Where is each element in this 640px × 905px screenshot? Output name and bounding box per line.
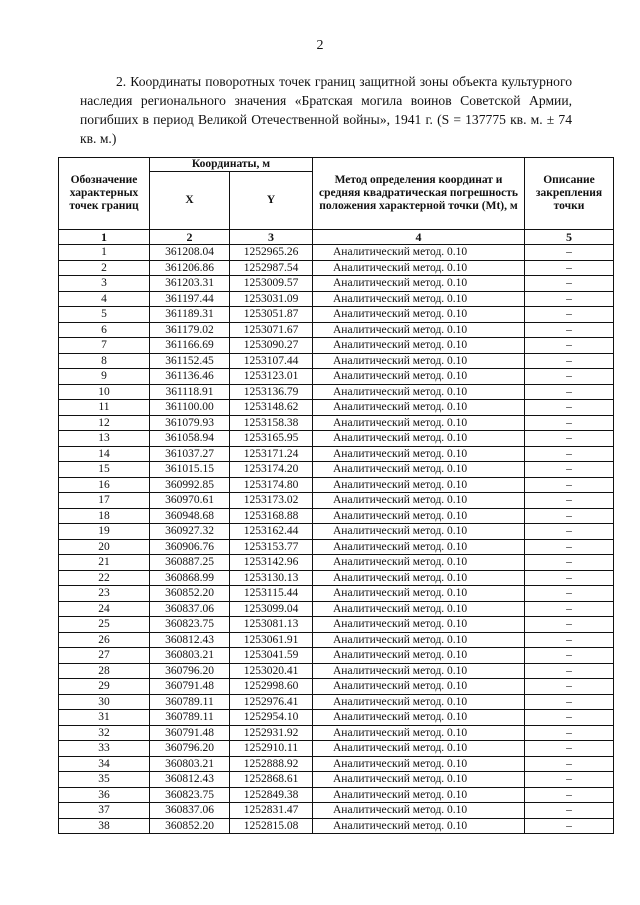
- x-coordinate-cell: 361152.45: [150, 353, 230, 369]
- table-row: [59, 369, 614, 385]
- y-coordinate-cell: 1253041.59: [230, 648, 313, 664]
- table-row: [59, 524, 614, 540]
- y-coordinate-cell: 1253123.01: [230, 369, 313, 385]
- y-coordinate-cell: 1253099.04: [230, 601, 313, 617]
- y-coordinate-cell: 1253174.80: [230, 477, 313, 493]
- y-coordinate-cell: 1252831.47: [230, 803, 313, 819]
- x-coordinate-cell: 361015.15: [150, 462, 230, 478]
- description-cell: –: [525, 508, 614, 524]
- x-coordinate-cell: 360791.48: [150, 725, 230, 741]
- y-coordinate-cell: 1252987.54: [230, 260, 313, 276]
- x-coordinate-cell: 360812.43: [150, 772, 230, 788]
- x-coordinate-cell: 360927.32: [150, 524, 230, 540]
- point-number-cell: 23: [59, 586, 150, 602]
- point-number-cell: 9: [59, 369, 150, 385]
- y-coordinate-cell: 1253051.87: [230, 307, 313, 323]
- point-number-cell: 27: [59, 648, 150, 664]
- point-number-cell: 11: [59, 400, 150, 416]
- method-cell: Аналитический метод. 0.10: [313, 803, 525, 819]
- description-cell: –: [525, 679, 614, 695]
- table-row: [59, 493, 614, 509]
- x-coordinate-cell: 360803.21: [150, 756, 230, 772]
- description-cell: –: [525, 648, 614, 664]
- point-number-cell: 33: [59, 741, 150, 757]
- table-row: [59, 570, 614, 586]
- x-coordinate-cell: 360812.43: [150, 632, 230, 648]
- point-number-cell: 1: [59, 245, 150, 261]
- method-cell: Аналитический метод. 0.10: [313, 260, 525, 276]
- description-cell: –: [525, 245, 614, 261]
- description-cell: –: [525, 632, 614, 648]
- section-heading: 2. Координаты поворотных точек границ защитной зоны объекта культурного наследия регионального значения «Братская могила воинов Советской Армии, погибших в период Великой Отечественной войны», 1941 г. (S = 137775 кв. м. ± 74 кв. м.): [80, 74, 572, 146]
- table-row: [59, 617, 614, 633]
- page-number: 2: [316, 38, 324, 53]
- table-row: [59, 694, 614, 710]
- description-cell: –: [525, 601, 614, 617]
- point-number-cell: 13: [59, 431, 150, 447]
- method-cell: Аналитический метод. 0.10: [313, 462, 525, 478]
- description-cell: –: [525, 322, 614, 338]
- point-number-cell: 14: [59, 446, 150, 462]
- column-number-row: [59, 230, 614, 245]
- x-coordinate-cell: 360823.75: [150, 617, 230, 633]
- y-coordinate-cell: 1252868.61: [230, 772, 313, 788]
- header-coordinates: Координаты, м: [150, 158, 313, 172]
- x-coordinate-cell: 360852.20: [150, 586, 230, 602]
- table-row: [59, 632, 614, 648]
- table-row: [59, 462, 614, 478]
- description-cell: –: [525, 617, 614, 633]
- y-coordinate-cell: 1252849.38: [230, 787, 313, 803]
- y-coordinate-cell: 1253090.27: [230, 338, 313, 354]
- table-row: [59, 400, 614, 416]
- method-cell: Аналитический метод. 0.10: [313, 431, 525, 447]
- y-coordinate-cell: 1252888.92: [230, 756, 313, 772]
- point-number-cell: 12: [59, 415, 150, 431]
- x-coordinate-cell: 360796.20: [150, 741, 230, 757]
- description-cell: –: [525, 400, 614, 416]
- method-cell: Аналитический метод. 0.10: [313, 415, 525, 431]
- x-coordinate-cell: 360789.11: [150, 694, 230, 710]
- table-row: [59, 477, 614, 493]
- description-cell: –: [525, 524, 614, 540]
- header-method: Метод определения координат и средняя квадратическая погрешность положения характерной точки (Mt), м: [313, 158, 525, 230]
- column-number: 3: [230, 230, 313, 245]
- table-row: [59, 415, 614, 431]
- table-row: [59, 772, 614, 788]
- point-number-cell: 4: [59, 291, 150, 307]
- point-number-cell: 3: [59, 276, 150, 292]
- point-number-cell: 34: [59, 756, 150, 772]
- table-row: [59, 245, 614, 261]
- table-row: [59, 276, 614, 292]
- y-coordinate-cell: 1253061.91: [230, 632, 313, 648]
- table-row: [59, 818, 614, 834]
- method-cell: Аналитический метод. 0.10: [313, 245, 525, 261]
- method-cell: Аналитический метод. 0.10: [313, 694, 525, 710]
- point-number-cell: 28: [59, 663, 150, 679]
- y-coordinate-cell: 1252815.08: [230, 818, 313, 834]
- x-coordinate-cell: 361197.44: [150, 291, 230, 307]
- table-row: [59, 539, 614, 555]
- description-cell: –: [525, 756, 614, 772]
- description-cell: –: [525, 555, 614, 571]
- y-coordinate-cell: 1252976.41: [230, 694, 313, 710]
- table-row: [59, 648, 614, 664]
- y-coordinate-cell: 1253081.13: [230, 617, 313, 633]
- method-cell: Аналитический метод. 0.10: [313, 477, 525, 493]
- description-cell: –: [525, 694, 614, 710]
- point-number-cell: 38: [59, 818, 150, 834]
- method-cell: Аналитический метод. 0.10: [313, 307, 525, 323]
- point-number-cell: 19: [59, 524, 150, 540]
- column-number: 1: [59, 230, 150, 245]
- table-row: [59, 555, 614, 571]
- point-number-cell: 7: [59, 338, 150, 354]
- table-row: [59, 260, 614, 276]
- point-number-cell: 20: [59, 539, 150, 555]
- table-row: [59, 756, 614, 772]
- point-number-cell: 21: [59, 555, 150, 571]
- method-cell: Аналитический метод. 0.10: [313, 400, 525, 416]
- point-number-cell: 10: [59, 384, 150, 400]
- description-cell: –: [525, 741, 614, 757]
- y-coordinate-cell: 1253148.62: [230, 400, 313, 416]
- description-cell: –: [525, 384, 614, 400]
- description-cell: –: [525, 725, 614, 741]
- column-number: 2: [150, 230, 230, 245]
- point-number-cell: 8: [59, 353, 150, 369]
- table-row: [59, 663, 614, 679]
- method-cell: Аналитический метод. 0.10: [313, 508, 525, 524]
- point-number-cell: 16: [59, 477, 150, 493]
- y-coordinate-cell: 1253020.41: [230, 663, 313, 679]
- description-cell: –: [525, 431, 614, 447]
- method-cell: Аналитический метод. 0.10: [313, 648, 525, 664]
- description-cell: –: [525, 338, 614, 354]
- method-cell: Аналитический метод. 0.10: [313, 725, 525, 741]
- x-coordinate-cell: 360823.75: [150, 787, 230, 803]
- table-row: [59, 710, 614, 726]
- point-number-cell: 17: [59, 493, 150, 509]
- point-number-cell: 18: [59, 508, 150, 524]
- y-coordinate-cell: 1253142.96: [230, 555, 313, 571]
- point-number-cell: 31: [59, 710, 150, 726]
- table-row: [59, 586, 614, 602]
- x-coordinate-cell: 360906.76: [150, 539, 230, 555]
- method-cell: Аналитический метод. 0.10: [313, 679, 525, 695]
- point-number-cell: 25: [59, 617, 150, 633]
- x-coordinate-cell: 361058.94: [150, 431, 230, 447]
- table-row: [59, 338, 614, 354]
- x-coordinate-cell: 361203.31: [150, 276, 230, 292]
- table-row: [59, 741, 614, 757]
- table-header: [59, 158, 614, 245]
- description-cell: –: [525, 462, 614, 478]
- y-coordinate-cell: 1253165.95: [230, 431, 313, 447]
- method-cell: Аналитический метод. 0.10: [313, 601, 525, 617]
- x-coordinate-cell: 360796.20: [150, 663, 230, 679]
- x-coordinate-cell: 361206.86: [150, 260, 230, 276]
- description-cell: –: [525, 787, 614, 803]
- y-coordinate-cell: 1252965.26: [230, 245, 313, 261]
- method-cell: Аналитический метод. 0.10: [313, 756, 525, 772]
- table-row: [59, 431, 614, 447]
- y-coordinate-cell: 1253009.57: [230, 276, 313, 292]
- method-cell: Аналитический метод. 0.10: [313, 772, 525, 788]
- x-coordinate-cell: 360970.61: [150, 493, 230, 509]
- point-number-cell: 22: [59, 570, 150, 586]
- table-row: [59, 446, 614, 462]
- description-cell: –: [525, 446, 614, 462]
- point-number-cell: 30: [59, 694, 150, 710]
- description-cell: –: [525, 772, 614, 788]
- description-cell: –: [525, 276, 614, 292]
- coordinates-table: [58, 157, 614, 834]
- table-row: [59, 679, 614, 695]
- x-coordinate-cell: 361118.91: [150, 384, 230, 400]
- description-cell: –: [525, 818, 614, 834]
- column-number: 5: [525, 230, 614, 245]
- method-cell: Аналитический метод. 0.10: [313, 632, 525, 648]
- method-cell: Аналитический метод. 0.10: [313, 617, 525, 633]
- method-cell: Аналитический метод. 0.10: [313, 586, 525, 602]
- x-coordinate-cell: 360992.85: [150, 477, 230, 493]
- y-coordinate-cell: 1252910.11: [230, 741, 313, 757]
- y-coordinate-cell: 1253136.79: [230, 384, 313, 400]
- y-coordinate-cell: 1252931.92: [230, 725, 313, 741]
- point-number-cell: 15: [59, 462, 150, 478]
- point-number-cell: 36: [59, 787, 150, 803]
- table-row: [59, 787, 614, 803]
- description-cell: –: [525, 710, 614, 726]
- x-coordinate-cell: 361079.93: [150, 415, 230, 431]
- description-cell: –: [525, 539, 614, 555]
- method-cell: Аналитический метод. 0.10: [313, 710, 525, 726]
- x-coordinate-cell: 361166.69: [150, 338, 230, 354]
- table-row: [59, 322, 614, 338]
- y-coordinate-cell: 1253031.09: [230, 291, 313, 307]
- x-coordinate-cell: 360789.11: [150, 710, 230, 726]
- method-cell: Аналитический метод. 0.10: [313, 818, 525, 834]
- y-coordinate-cell: 1253153.77: [230, 539, 313, 555]
- description-cell: –: [525, 307, 614, 323]
- description-cell: –: [525, 477, 614, 493]
- method-cell: Аналитический метод. 0.10: [313, 493, 525, 509]
- table-row: [59, 508, 614, 524]
- y-coordinate-cell: 1252998.60: [230, 679, 313, 695]
- point-number-cell: 32: [59, 725, 150, 741]
- x-coordinate-cell: 360837.06: [150, 601, 230, 617]
- y-coordinate-cell: 1253115.44: [230, 586, 313, 602]
- point-number-cell: 29: [59, 679, 150, 695]
- table-body: [59, 245, 614, 834]
- header-x: X: [150, 172, 230, 230]
- method-cell: Аналитический метод. 0.10: [313, 663, 525, 679]
- method-cell: Аналитический метод. 0.10: [313, 555, 525, 571]
- method-cell: Аналитический метод. 0.10: [313, 322, 525, 338]
- header-y: Y: [230, 172, 313, 230]
- x-coordinate-cell: 360837.06: [150, 803, 230, 819]
- table-row: [59, 725, 614, 741]
- point-number-cell: 24: [59, 601, 150, 617]
- column-number: 4: [313, 230, 525, 245]
- description-cell: –: [525, 353, 614, 369]
- method-cell: Аналитический метод. 0.10: [313, 291, 525, 307]
- x-coordinate-cell: 361189.31: [150, 307, 230, 323]
- point-number-cell: 37: [59, 803, 150, 819]
- method-cell: Аналитический метод. 0.10: [313, 524, 525, 540]
- x-coordinate-cell: 361100.00: [150, 400, 230, 416]
- point-number-cell: 35: [59, 772, 150, 788]
- y-coordinate-cell: 1253162.44: [230, 524, 313, 540]
- method-cell: Аналитический метод. 0.10: [313, 384, 525, 400]
- x-coordinate-cell: 360791.48: [150, 679, 230, 695]
- method-cell: Аналитический метод. 0.10: [313, 369, 525, 385]
- header-description: Описание закрепления точки: [525, 158, 614, 230]
- x-coordinate-cell: 361136.46: [150, 369, 230, 385]
- description-cell: –: [525, 803, 614, 819]
- y-coordinate-cell: 1253168.88: [230, 508, 313, 524]
- table-row: [59, 601, 614, 617]
- method-cell: Аналитический метод. 0.10: [313, 338, 525, 354]
- description-cell: –: [525, 586, 614, 602]
- method-cell: Аналитический метод. 0.10: [313, 787, 525, 803]
- x-coordinate-cell: 360803.21: [150, 648, 230, 664]
- description-cell: –: [525, 663, 614, 679]
- method-cell: Аналитический метод. 0.10: [313, 539, 525, 555]
- table-row: [59, 803, 614, 819]
- y-coordinate-cell: 1253173.02: [230, 493, 313, 509]
- y-coordinate-cell: 1253158.38: [230, 415, 313, 431]
- table-row: [59, 291, 614, 307]
- y-coordinate-cell: 1253171.24: [230, 446, 313, 462]
- table-row: [59, 307, 614, 323]
- table-row: [59, 384, 614, 400]
- description-cell: –: [525, 570, 614, 586]
- x-coordinate-cell: 361208.04: [150, 245, 230, 261]
- x-coordinate-cell: 361037.27: [150, 446, 230, 462]
- point-number-cell: 5: [59, 307, 150, 323]
- header-point: Обозначение характерных точек границ: [59, 158, 150, 230]
- method-cell: Аналитический метод. 0.10: [313, 570, 525, 586]
- x-coordinate-cell: 360868.99: [150, 570, 230, 586]
- point-number-cell: 2: [59, 260, 150, 276]
- description-cell: –: [525, 415, 614, 431]
- x-coordinate-cell: 360887.25: [150, 555, 230, 571]
- point-number-cell: 26: [59, 632, 150, 648]
- point-number-cell: 6: [59, 322, 150, 338]
- table-row: [59, 353, 614, 369]
- y-coordinate-cell: 1253071.67: [230, 322, 313, 338]
- x-coordinate-cell: 360852.20: [150, 818, 230, 834]
- y-coordinate-cell: 1253130.13: [230, 570, 313, 586]
- description-cell: –: [525, 369, 614, 385]
- x-coordinate-cell: 361179.02: [150, 322, 230, 338]
- y-coordinate-cell: 1253107.44: [230, 353, 313, 369]
- y-coordinate-cell: 1252954.10: [230, 710, 313, 726]
- description-cell: –: [525, 291, 614, 307]
- method-cell: Аналитический метод. 0.10: [313, 741, 525, 757]
- method-cell: Аналитический метод. 0.10: [313, 276, 525, 292]
- method-cell: Аналитический метод. 0.10: [313, 353, 525, 369]
- y-coordinate-cell: 1253174.20: [230, 462, 313, 478]
- description-cell: –: [525, 260, 614, 276]
- x-coordinate-cell: 360948.68: [150, 508, 230, 524]
- method-cell: Аналитический метод. 0.10: [313, 446, 525, 462]
- description-cell: –: [525, 493, 614, 509]
